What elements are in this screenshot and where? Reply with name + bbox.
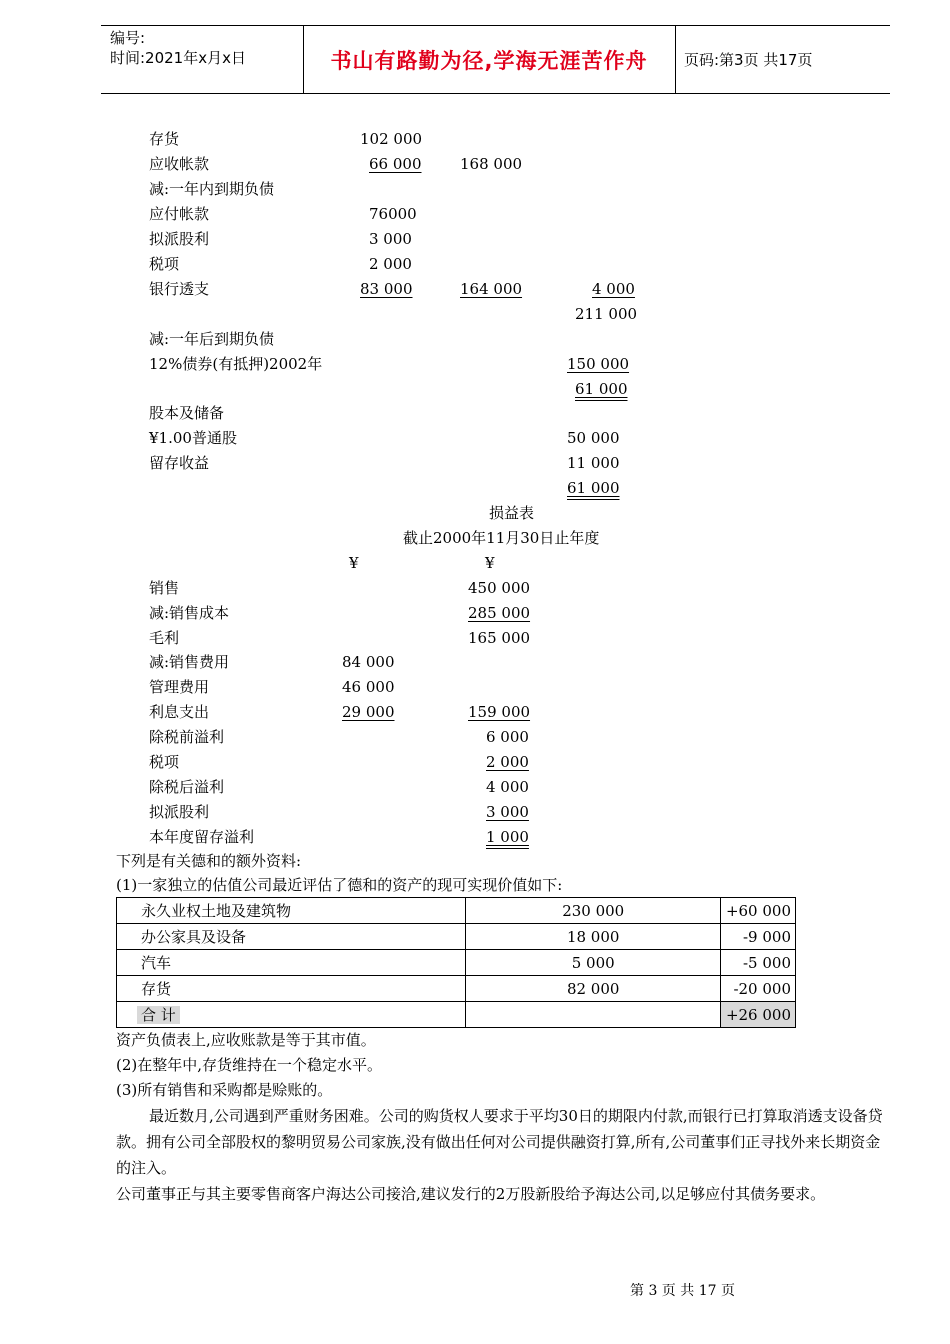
currency-header: ¥: [349, 554, 359, 572]
asset-value: 82 000: [466, 976, 721, 1002]
asset-name: 汽车: [117, 950, 466, 976]
income-label: 毛利: [149, 629, 180, 647]
balance-value: 3 000: [369, 230, 412, 248]
balance-value: 2 000: [369, 255, 412, 273]
income-label: 减:销售成本: [149, 604, 230, 622]
table-row: [117, 924, 796, 950]
extra-item-2: (2)在整年中,存货维持在一个稳定水平。: [116, 1056, 383, 1074]
balance-label: 留存收益: [149, 454, 210, 472]
income-value: 6 000: [486, 728, 529, 746]
income-value: 285 000: [468, 604, 531, 622]
asset-name: 存货: [117, 976, 466, 1002]
balance-value: 61 000: [567, 479, 620, 497]
income-label: 本年度留存溢利: [149, 828, 255, 846]
extra-item-3: (3)所有销售和采购都是赊账的。: [116, 1081, 333, 1099]
balance-value: 76000: [369, 205, 417, 223]
table-row: [117, 898, 796, 924]
income-title: 损益表: [489, 504, 535, 522]
balance-label: 存货: [149, 130, 180, 148]
document-time-label: 时间:2021年x月x日: [110, 49, 246, 67]
balance-value: 66 000: [369, 155, 422, 173]
income-value: 4 000: [486, 778, 529, 796]
balance-value: 61 000: [575, 380, 628, 398]
balance-label: 拟派股利: [149, 230, 210, 248]
balance-label: 减:一年后到期负债: [149, 330, 275, 348]
balance-value: 211 000: [575, 305, 638, 323]
income-label: 除税前溢利: [149, 728, 225, 746]
header-motto: 书山有路勤为径,学海无涯苦作舟: [330, 49, 648, 73]
income-value: 29 000: [342, 703, 395, 721]
income-label: 除税后溢利: [149, 778, 225, 796]
asset-name: 办公家具及设备: [117, 924, 466, 950]
asset-diff: +60 000: [721, 898, 796, 924]
header-bottom-rule: [101, 93, 890, 94]
income-label: 拟派股利: [149, 803, 210, 821]
income-value: 2 000: [486, 753, 529, 771]
page-footer: 第 3 页 共 17 页: [630, 1283, 735, 1299]
balance-value: 83 000: [360, 280, 413, 298]
total-label: 合 计: [117, 1002, 466, 1028]
balance-label: 应付帐款: [149, 205, 210, 223]
income-subtitle: 截止2000年11月30日止年度: [403, 529, 600, 547]
document-number-label: 编号:: [110, 29, 146, 47]
balance-value: 164 000: [460, 280, 523, 298]
header-divider-right: [675, 26, 676, 93]
asset-value: 5 000: [466, 950, 721, 976]
asset-name: 永久业权土地及建筑物: [117, 898, 466, 924]
balance-value: 50 000: [567, 429, 620, 447]
balance-value: 102 000: [360, 130, 423, 148]
asset-diff: -5 000: [721, 950, 796, 976]
balance-label: 银行透支: [149, 280, 210, 298]
asset-value: 18 000: [466, 924, 721, 950]
total-value: [466, 1002, 721, 1028]
header-top-rule: [101, 25, 890, 26]
table-row: [117, 976, 796, 1002]
note-receivable: 资产负债表上,应收账款是等于其市值。: [116, 1031, 376, 1049]
income-label: 利息支出: [149, 703, 210, 721]
income-label: 销售: [149, 579, 180, 597]
balance-value: 11 000: [567, 454, 620, 472]
paragraph-2: 公司董事正与其主要零售商客户海达公司接洽,建议发行的2万股新股给予海达公司,以足够应付其债务要求。: [116, 1185, 826, 1203]
income-value: 159 000: [468, 703, 531, 721]
income-value: 46 000: [342, 678, 395, 696]
balance-label: 股本及储备: [149, 404, 225, 422]
asset-value: 230 000: [466, 898, 721, 924]
balance-label: 12%债券(有抵押)2002年: [149, 355, 323, 373]
balance-label: 应收帐款: [149, 155, 210, 173]
asset-diff: -9 000: [721, 924, 796, 950]
asset-diff: -20 000: [721, 976, 796, 1002]
extra-intro: 下列是有关德和的额外资料:: [116, 852, 302, 870]
table-row: [117, 950, 796, 976]
header-page-label: 页码:第3页 共17页: [684, 51, 813, 69]
valuation-table: [116, 897, 796, 1028]
currency-header: ¥: [485, 554, 495, 572]
income-value: 450 000: [468, 579, 531, 597]
paragraph-1: 最近数月,公司遇到严重财务困难。公司的购货权人要求于平均30日的期限内付款,而银行已打算取消透支设备贷款。拥有公司全部股权的黎明贸易公司家族,没有做出任何对公司提供融资打算,所有,公司董事们正寻找外来长期资金的注入。: [116, 1107, 883, 1177]
balance-label: 减:一年内到期负债: [149, 180, 275, 198]
balance-label: ¥1.00普通股: [149, 429, 237, 447]
balance-value: 150 000: [567, 355, 630, 373]
balance-value: 168 000: [460, 155, 523, 173]
balance-label: 税项: [149, 255, 180, 273]
income-label: 管理费用: [149, 678, 210, 696]
income-value: 3 000: [486, 803, 529, 821]
extra-item-1: (1)一家独立的估值公司最近评估了德和的资产的现可实现价值如下:: [116, 876, 563, 894]
income-value: 84 000: [342, 653, 395, 671]
income-value: 165 000: [468, 629, 531, 647]
balance-value: 4 000: [592, 280, 635, 298]
table-total-row: [117, 1002, 796, 1028]
income-value: 1 000: [486, 828, 529, 846]
income-label: 税项: [149, 753, 180, 771]
total-diff: +26 000: [721, 1002, 796, 1028]
income-label: 减:销售费用: [149, 653, 230, 671]
